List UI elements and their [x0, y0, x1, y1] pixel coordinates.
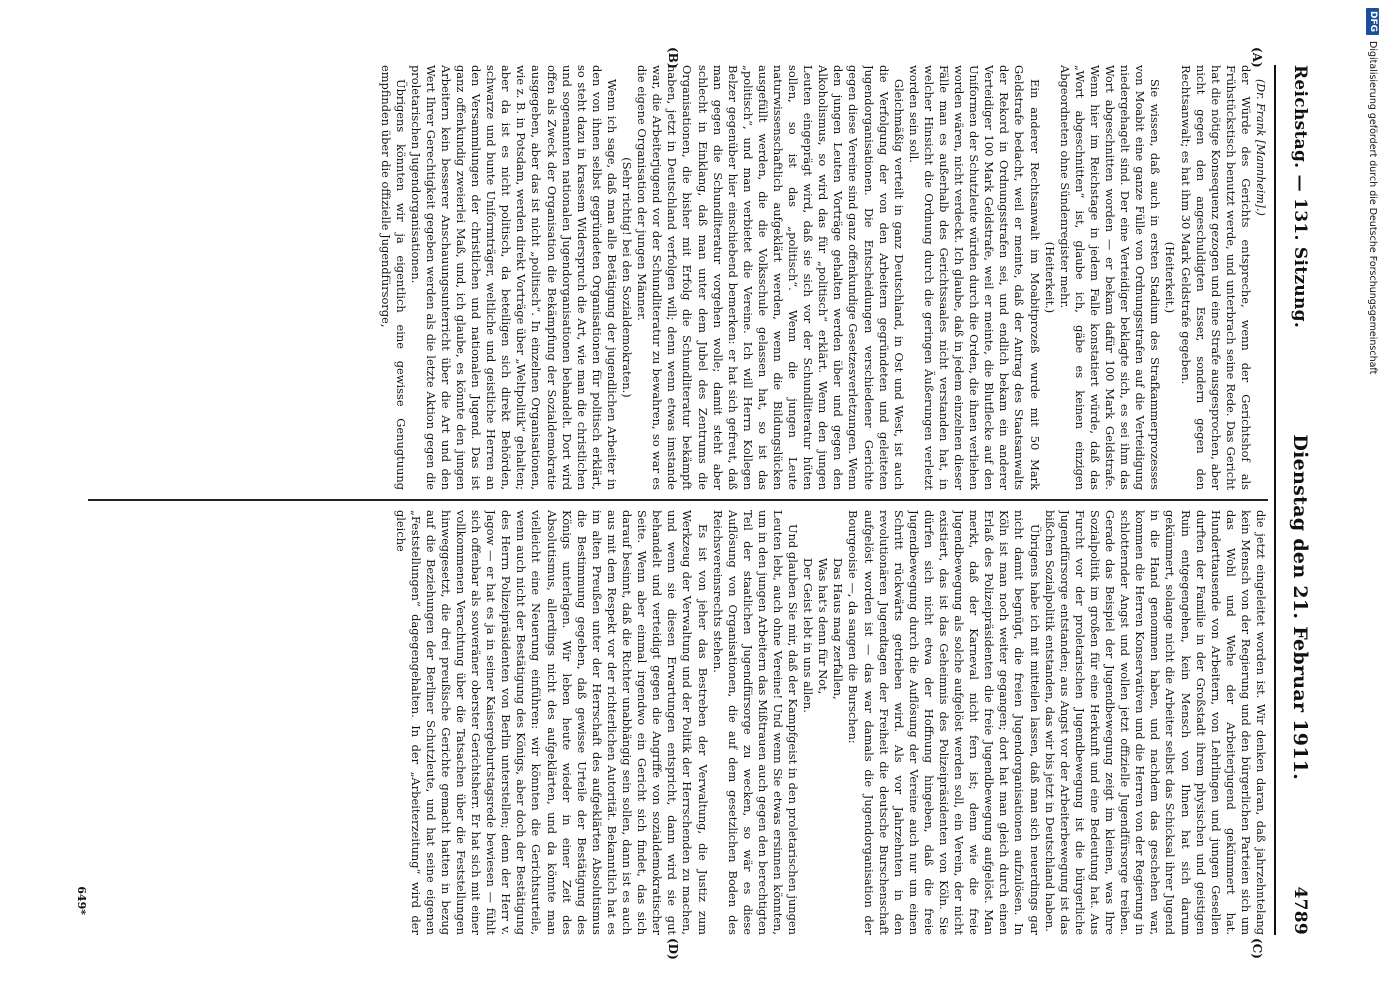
- interjection: (Heiterkeit.): [1163, 241, 1178, 314]
- paragraph: Gleichmäßig verteilt in ganz Deutschland, in Ost und West, ist auch die Verfolgung der von den Arbeitern gegründeten und geleiteten Jugendorganisationen. Die Entscheidungen verschiedener Gerichte gegen diese Vereine sind ganz offenkundige Gesetzesverletzungen. Wenn den jungen Leuten Vorträge gehalten werden über und gegen den Alkoholismus, so wird das für „politisch“ erklärt. Wenn den jungen Leuten eingeprägt wird, daß sie sich vor der Schundliteratur hüten sollen, so ist das „politisch“. Wenn die jungen Leute naturwissenschaftlich aufgeklärt werden, wenn die Bildungslücken ausgefüllt werden, die die Volksschule gelassen hat, so ist das „politisch“, und man verbietet die Vereine. Ich will Herrn Kollegen Belzer gegenüber hier einschiebend bemerken: er hat sich gefreut, daß man gegen die Schundliteratur vorgehen wolle; damit steht aber schlecht in Einklang, daß man unter dem Jubel des Zentrums die Organisationen, die bisher mit Erfolg die Schundliteratur bekämpft haben, jetzt in Deutschland verfolgen will; denn wenn etwas imstande war, die Arbeiterjugend vor der Schundliteratur zu bewahren, so war es die eigene Organisation der jungen Männer.: [635, 65, 906, 490]
- text-columns: [88, 65, 1268, 935]
- paragraph: der Würde des Gerichts entspreche, wenn der Gerichtshof als Frühstückstisch benutzt werde, und unterbrach seine Rede. Das Gericht hat die nötige Konsequenz gezogen und eine Strafe ausgesprochen, aber nicht gegen den angeschuldigten Esser, sondern gegen den Rechtsanwalt; es hat ihm 30 Mark Geldstrafe gegeben.: [1178, 65, 1253, 490]
- interjection: (Sehr richtig! bei den Sozialdemokraten.): [620, 157, 635, 398]
- right-column: [88, 510, 1268, 935]
- footer-mark: 649*: [75, 886, 88, 915]
- paragraph: die jetzt eingeleitet worden ist. Wir denken daran, daß jahrzehntelang kein Mensch von der Regierung und den bürgerlichen Parteien sich um das Wohl und Wehe der Arbeiterjugend gekümmert hat. Hunderttausende von Arbeitern, von Lehrlingen und jungen Gesellen durften der Familie in der Großstadt ihrem physischen und geistigen Ruin entgegengehen, kein Mensch von Ihnen hat sich darum gekümmert, solange nicht die Arbeiter selbst das Schicksal ihrer Jugend in die Hand genommen haben, und nachdem das geschehen war, kommen die Herren Konservativen und die Herren von der Regierung in schlotternder Angst und wollen jetzt offizielle Jugendfürsorge treiben. Gerade das Beispiel der Jugendbewegung zeigt im kleinen, was Ihre Sozialpolitik im großen für eine Herkunft und eine Bedeutung hat. Aus Furcht vor der proletarischen Jugendbewegung ist die bürgerliche Jugendfürsorge entstanden; aus Angst vor der Arbeiterbewegung ist das bißchen Sozialpolitik entstanden, das wir bis jetzt in Deutschland haben.: [1042, 510, 1268, 935]
- column-divider: [88, 499, 1268, 501]
- paragraph: Es ist von jeher das Bestreben der Verwaltung, die Justiz zum Werkzeug der Verwaltung und der Politik der Herrschenden zu machen, und wenn sie diesen Erwartungen entspricht, dann wird sie gut behandelt und verteidigt gegen die Angriffe von sozialdemokratischer Seite. Wenn aber einmal irgendwo ein Gericht sich findet, das sich darauf besinnt, daß die Richter unabhängig sein sollen, dann ist es auch aus mit dem Respekt vor der richterlichen Autorität. Bekanntlich hat es im alten Preußen unter der Herrschaft des aufgeklärten Absolutismus die Bestimmung gegeben, daß gewisse Urteile der Bestätigung des Königs unterlagen. Wir leben heute wieder in einer Zeit des Absolutismus, allerdings nicht des aufgeklärten, und da könnte man vielleicht eine Neuerung einführen: wir könnten die Gerichtsurteile, wenn auch nicht der Bestätigung des Königs, aber doch der Bestätigung des Herrn Polizeipräsidenten von Berlin unterstellen; denn der Herr v. Jagow — er hat es ja in seiner Kaisergeburtstagsrede bewiesen — fühlt sich offenbar als souveräner oberster Gerichtsherr. Er hat sich mit einer vollkommenen Verachtung über die Tatsachen über die Feststellungen hinweggesetzt, die drei preußische Gerichte gemacht hatten in bezug auf die Beziehungen der Berliner Schutzleute, und hat seine eigenen „Feststellungen“ dagegengehalten. In der „Arbeiterzeitung“ wird der gleiche: [393, 510, 710, 935]
- margin-marker-a: (A): [1250, 47, 1264, 68]
- page-number: 4789: [1290, 886, 1310, 935]
- header-date: Dienstag den 21. Februar 1911.: [1289, 434, 1311, 781]
- header-left: Reichstag. — 131. Sitzung.: [1290, 65, 1310, 329]
- paragraph: Übrigens könnten wir ja eigentlich eine gewisse Genugtuung empfinden über die offizielle Jugendfürsorge,: [378, 65, 408, 490]
- speaker-line: (Dr. Frank [Mannheim].): [1254, 79, 1267, 216]
- verse-line: Was hat's denn für Not,: [816, 558, 831, 695]
- margin-marker-d: (D): [666, 938, 680, 960]
- left-column: [88, 65, 1268, 490]
- margin-marker-c: (C): [1250, 938, 1264, 959]
- document-page: [70, 45, 1320, 960]
- verse-line: Das Haus mag zerfallen,: [831, 558, 846, 700]
- margin-marker-b: (B): [666, 47, 680, 69]
- interjection: (Heiterkeit.): [1042, 241, 1057, 314]
- page-header: [1280, 65, 1320, 935]
- paragraph: Wenn ich sage, daß man alle Betätigung der jugendlichen Arbeiter in den von ihnen selbst gegründeten Organisationen für politisch erklärt, so steht dazu in krassem Widerspruch die Art, wie man die christlichen und sogenannten nationalen Jugendorganisationen behandelt. Dort wird offen als Zweck der Organisation die Bekämpfung der Sozialdemokratie ausgegeben, aber das ist nicht „politisch“. In einzelnen Organisationen, wie z. B. in Potsdam, werden direkt Vorträge über „Weltpolitik“ gehalten; aber da ist es nicht politisch, da beteiligen sich direkt Behörden, schwarze und bunte Uniformträger, weltliche und geistliche Herren an den Versammlungen der christlichen und nationalen Jugend. Das ist ganz offenkundig zweierlei Maß, und, ich glaube, es könnte den jungen Arbeitern kein besserer Anschauungsunterricht über die Art und den Wert Ihrer Gerechtigkeit gegeben werden als die letzte Aktion gegen die proletarischen Jugendorganisationen.: [408, 65, 619, 490]
- paragraph: Sie wissen, daß auch in ersten Stadium des Strafkammerprozesses von Moabit eine ganze Fülle von Ordnungsstrafen auf die Verteidigung niedergehagelt sind. Der eine Verteidiger beklagte sich, es sei ihm das Wort abgeschnitten worden — er bekam dafür 100 Mark Geldstrafe. Wenn hier im Reichstage in jedem Falle konstatiert würde, daß das „Wort abgeschnitten“ ist, glaube ich, gäbe es keinen einzigen Abgeordneten ohne Sündenregister mehr.: [1057, 65, 1163, 490]
- header-rule: [1274, 65, 1276, 935]
- paragraph: Übrigens habe ich mit mitteilen lassen, daß man sich neuerdings gar nicht damit begnügt, die freien Jugendorganisationen aufzulösen. In Köln ist man noch weiter gegangen; dort hat man gleich durch einen Erlaß des Polizeipräsidenten die freie Jugendbewegung aufgelöst. Man merkt, daß der Karneval nicht fern ist; denn wie die freie Jugendbewegung als solche aufgelöst werden soll, ein Verein, der nicht existiert, das ist das Geheimnis des Polizeipräsidenten von Köln. Sie dürfen sich nicht etwa der Hoffnung hingeben, daß die freie Jugendbewegung durch die Auflösung der Vereine auch nur um einen Schritt rückwärts getrieben wird. Als vor Jahrzehnten in den revolutionären Jugendtagen der Freiheit die deutsche Burschenschaft aufgelöst worden ist — das war damals die Jugendorganisation der Bourgeoisie —, da sangen die Burschen:: [846, 510, 1042, 935]
- paragraph: Und glauben Sie mir, daß der Kampfgeist in den proletarischen jungen Leuten lebt, auch ohne Vereine! Und wenn Sie etwas ersinnen könnten, um in den jungen Arbeitern das Mißtrauen auch gegen den berechtigten Teil der staatlichen Jugendfürsorge zu wecken, so wär es diese Auflösung von Organisationen, die auf dem gesetzlichen Boden des Reichsvereinsrechts stehen.: [710, 510, 801, 935]
- dfg-logo: DFG: [1367, 8, 1380, 35]
- paragraph: Ein anderer Rechtsanwalt im Moabitprozeß wurde mit 50 Mark Geldstrafe bedacht, weil er meinte, daß der Antrag des Staatsanwalts der Rekord in Ordnungsstrafen sei, und endlich bekam ein anderer Verteidiger 100 Mark Geldstrafe, weil er meinte, die Blutflecke auf den Uniformen der Schutzleute würden durch die Orden, die ihnen verliehen worden wären, nicht verdeckt. Ich glaube, daß in jedem einzelnen dieser Fälle man es außerhalb des Gerichtssaales nicht verstanden hat, in welcher Hinsicht die Ordnung durch die geringen Äußerungen verletzt worden sein soll.: [906, 65, 1042, 490]
- credit-text: Digitalisierung gefördert durch die Deutsche Forschungsgemeinschaft: [1367, 41, 1379, 375]
- verse-line: Der Geist lebt in uns allen.: [801, 558, 816, 713]
- digitisation-credit: [1366, 8, 1380, 648]
